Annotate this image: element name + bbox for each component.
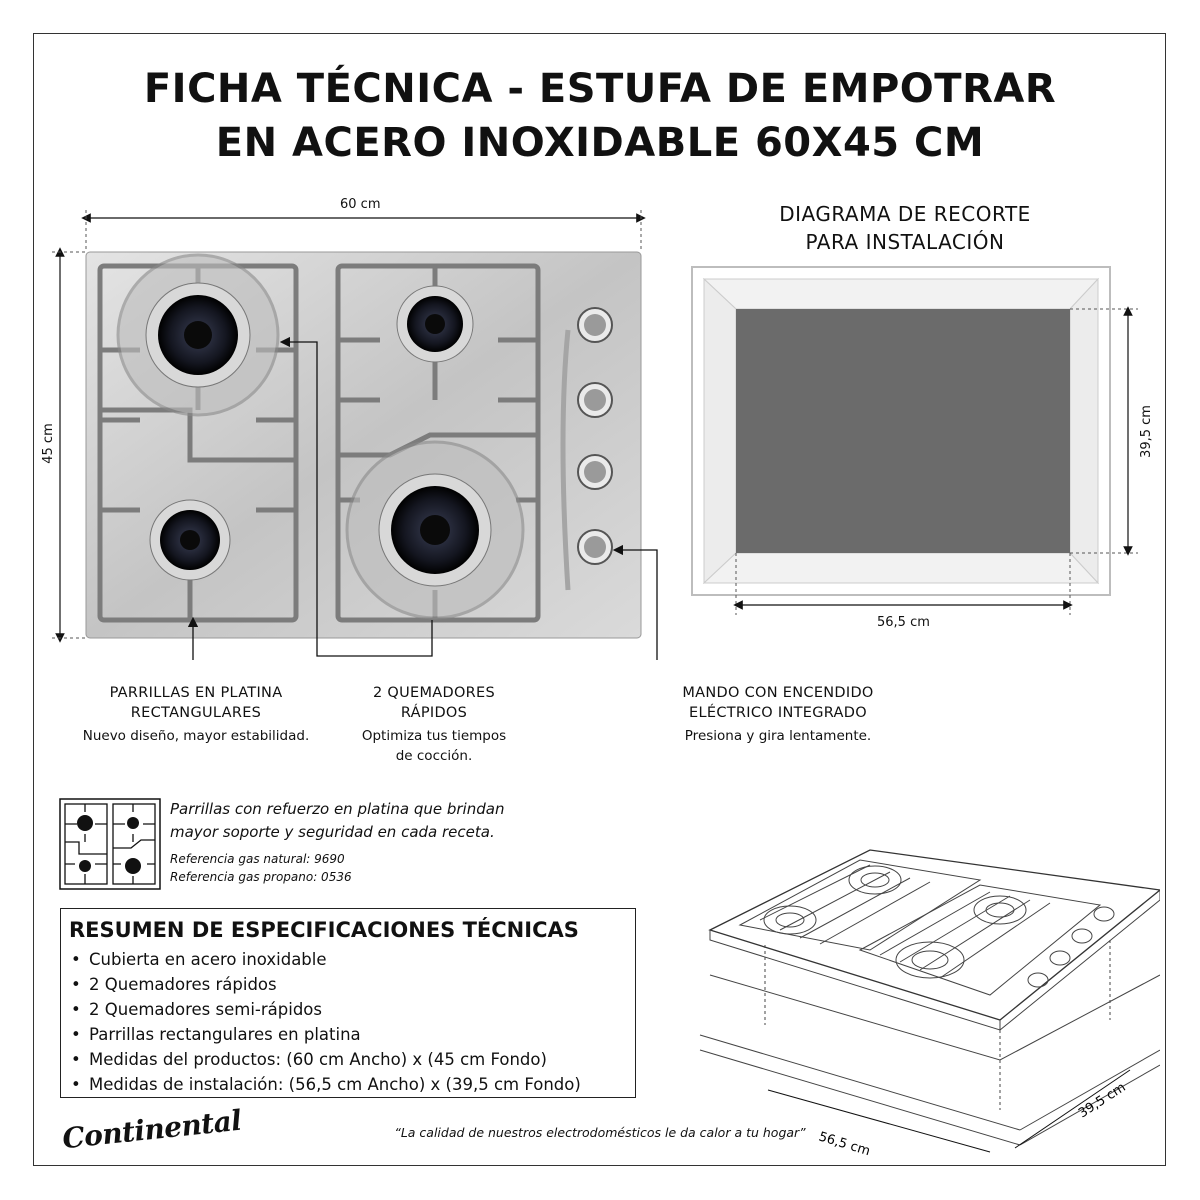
- spec-item: • Medidas de instalación: (56,5 cm Ancho) x (39,5 cm Fondo): [69, 1072, 635, 1097]
- cut-width-label: 56,5 cm: [877, 615, 930, 630]
- slogan: “La calidad de nuestros electrodomésticos le da calor a tu hogar”: [394, 1125, 806, 1140]
- title-line-1: FICHA TÉCNICA - ESTUFA DE EMPOTRAR: [143, 66, 1057, 112]
- iso-depth-label: 39,5 cm: [1076, 1079, 1129, 1122]
- spec-item: • 2 Quemadores semi-rápidos: [69, 997, 635, 1022]
- depth-label: 45 cm: [40, 423, 56, 464]
- grates-icon: [59, 798, 161, 890]
- cutout-area: [736, 309, 1070, 553]
- specs-summary-box: [60, 908, 636, 1098]
- callout-grates: PARRILLAS EN PLATINA RECTANGULARES Nuevo diseño, mayor estabilidad.: [82, 685, 310, 744]
- spec-item: • Cubierta en acero inoxidable: [69, 947, 635, 972]
- spec-item: • Parrillas rectangulares en platina: [69, 1022, 635, 1047]
- isometric-installation-drawing: [690, 790, 1160, 1160]
- specs-heading: RESUMEN DE ESPECIFICACIONES TÉCNICAS: [69, 918, 579, 942]
- burner-small-top-right: [397, 286, 473, 362]
- grates-note: Parrillas con refuerzo en platina que brindan mayor soporte y seguridad en cada receta. Referencia gas natural: 9690 Referencia gas propano: 0536: [170, 800, 505, 884]
- burner-large-bottom-right: [347, 442, 523, 618]
- width-label: 60 cm: [340, 197, 381, 212]
- callout-knob: MANDO CON ENCENDIDO ELÉCTRICO INTEGRADO Presiona y gira lentamente.: [682, 685, 874, 744]
- burner-large-left: [118, 255, 278, 415]
- burner-small-bottom-left: [150, 500, 230, 580]
- page-title: [0, 62, 1200, 170]
- iso-width-label: 56,5 cm: [816, 1129, 872, 1160]
- callout-burners: 2 QUEMADORES RÁPIDOS Optimiza tus tiempos de cocción.: [361, 685, 507, 764]
- spec-item: • 2 Quemadores rápidos: [69, 972, 635, 997]
- cutout-diagram: [690, 265, 1160, 625]
- cut-depth-label: 39,5 cm: [1138, 405, 1154, 458]
- title-line-2: EN ACERO INOXIDABLE 60X45 CM: [215, 120, 985, 166]
- stove-top-illustration: [40, 190, 680, 660]
- spec-item: • Medidas del productos: (60 cm Ancho) x (45 cm Fondo): [69, 1047, 635, 1072]
- specs-list: [69, 947, 635, 1097]
- cutout-diagram-title: DIAGRAMA DE RECORTE PARA INSTALACIÓN: [779, 202, 1031, 254]
- brand-logo: Continental: [60, 1103, 243, 1156]
